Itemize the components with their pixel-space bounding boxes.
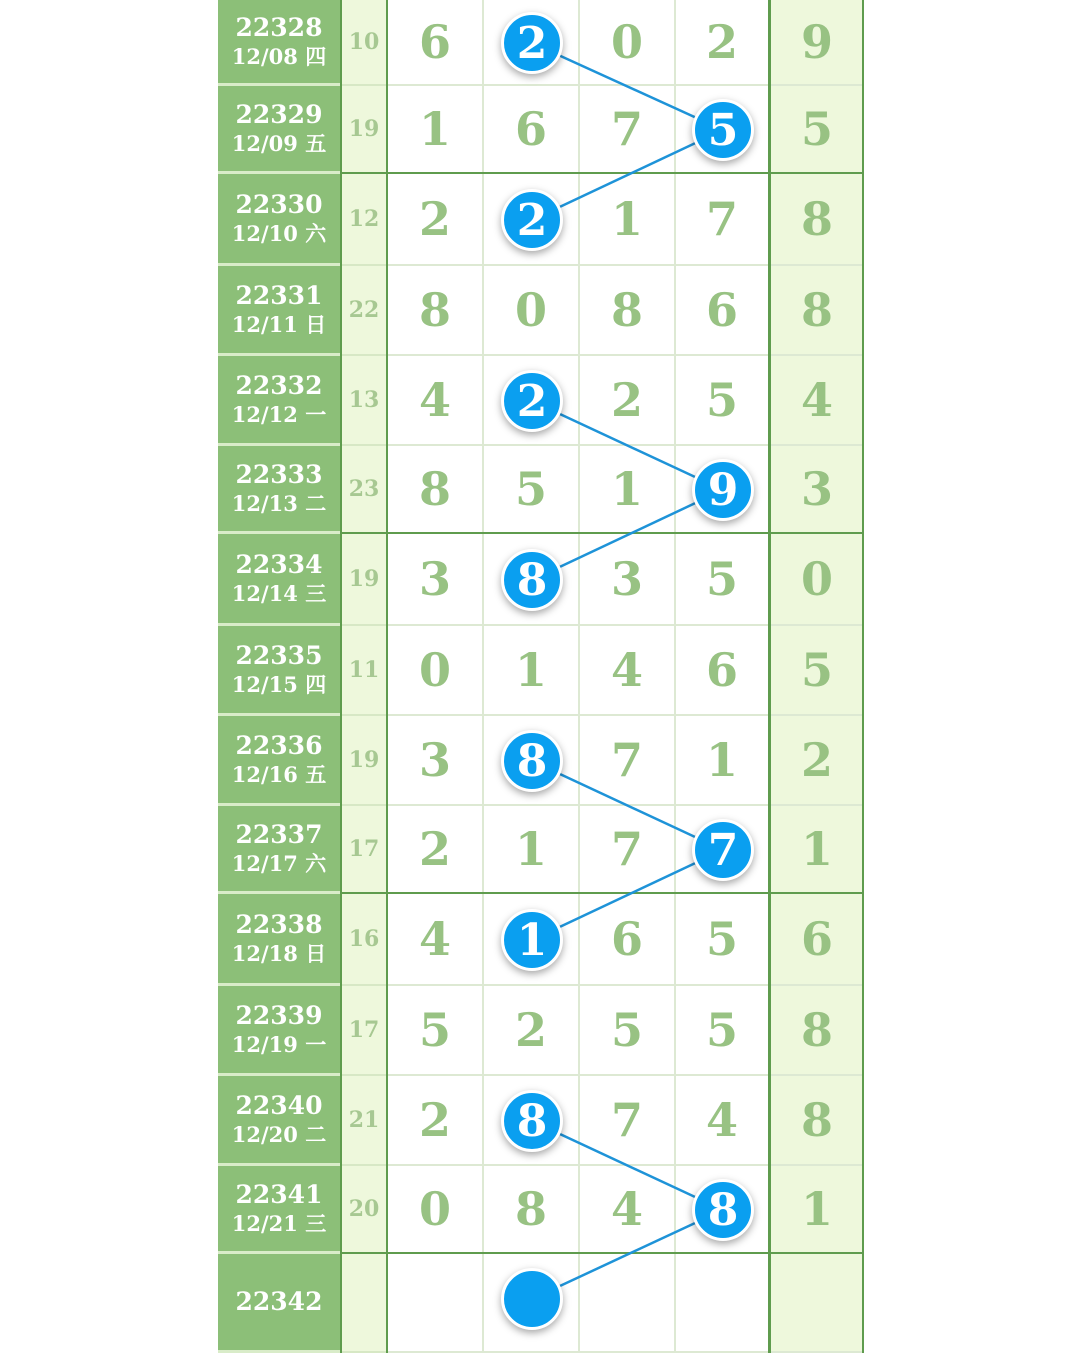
issue-number: 22337 — [235, 819, 323, 849]
digit-cell: 7 — [580, 716, 676, 806]
digit-cell: 2 — [388, 1076, 484, 1166]
trend-chart — [218, 0, 864, 1353]
digit-cell: 1 — [484, 806, 580, 894]
issue-date: 12/21 三 — [231, 1210, 327, 1236]
digit-cell: 0 — [580, 0, 676, 86]
highlight-ball: 1 — [501, 909, 563, 971]
issue-number: 22338 — [235, 909, 323, 939]
digit-cell: 2 — [388, 174, 484, 266]
issue-date: 12/08 四 — [231, 43, 327, 69]
digit-cell: 5 — [770, 626, 864, 716]
digit-cell: 0 — [770, 534, 864, 626]
digit-cell: 1 — [580, 446, 676, 534]
digit-cell: 8 — [770, 986, 864, 1076]
digit-cell: 1 — [770, 806, 864, 894]
issue-date: 12/10 六 — [231, 220, 327, 246]
digit-cell: 6 — [676, 626, 770, 716]
digit-cell: 1 — [580, 174, 676, 266]
highlight-ball: 7 — [692, 819, 754, 881]
highlight-ball: 8 — [501, 730, 563, 792]
digit-cell: 6 — [580, 894, 676, 986]
sum-value: 21 — [342, 1076, 386, 1166]
digit-cell: 2 — [676, 0, 770, 86]
digit-cell: 4 — [580, 1166, 676, 1254]
digit-cell: 5 — [770, 86, 864, 174]
digit-cell: 3 — [388, 716, 484, 806]
digit-cell: 5 — [388, 986, 484, 1076]
digit-cell: 4 — [770, 356, 864, 446]
digit-cell: 6 — [676, 266, 770, 356]
issue-number: 22334 — [235, 549, 323, 579]
sum-value: 20 — [342, 1166, 386, 1254]
issue-number: 22332 — [235, 370, 323, 400]
issue-date: 12/17 六 — [231, 850, 327, 876]
digit-cell: 5 — [676, 534, 770, 626]
digit-cell: 8 — [770, 1076, 864, 1166]
issue-number: 22336 — [235, 730, 323, 760]
digit-cell: 7 — [580, 86, 676, 174]
digit-cell: 5 — [676, 986, 770, 1076]
issue-number: 22342 — [235, 1287, 323, 1316]
digit-cell: 5 — [676, 894, 770, 986]
sum-value: 10 — [342, 0, 386, 86]
issue-date: 12/18 日 — [231, 940, 327, 966]
sum-value: 16 — [342, 894, 386, 986]
digit-cell: 6 — [484, 86, 580, 174]
sum-value: 17 — [342, 986, 386, 1076]
digit-cell: 2 — [484, 986, 580, 1076]
highlight-ball: 2 — [501, 189, 563, 251]
digit-cell: 5 — [676, 356, 770, 446]
digit-cell: 3 — [770, 446, 864, 534]
issue-number: 22341 — [235, 1179, 323, 1209]
sum-value: 22 — [342, 266, 386, 356]
digit-cell: 1 — [484, 626, 580, 716]
digit-cell: 8 — [770, 174, 864, 266]
digit-cell: 2 — [388, 806, 484, 894]
highlight-ball: 2 — [501, 12, 563, 74]
digit-cell: 4 — [388, 356, 484, 446]
digit-cell: 7 — [580, 806, 676, 894]
sum-value: 23 — [342, 446, 386, 534]
highlight-ball: 9 — [692, 459, 754, 521]
highlight-ball: 8 — [501, 549, 563, 611]
digit-cell: 4 — [580, 626, 676, 716]
sum-value: 13 — [342, 356, 386, 446]
issue-number: 22339 — [235, 1000, 323, 1030]
issue-date: 12/11 日 — [231, 311, 327, 337]
issue-number: 22328 — [235, 12, 323, 42]
digit-cell: 0 — [388, 1166, 484, 1254]
digit-cell: 0 — [484, 266, 580, 356]
digit-cell: 6 — [388, 0, 484, 86]
issue-date: 12/20 二 — [231, 1121, 327, 1147]
digit-cell: 5 — [484, 446, 580, 534]
issue-number: 22335 — [235, 640, 323, 670]
issue-date: 12/16 五 — [231, 761, 327, 787]
issue-date: 12/15 四 — [231, 671, 327, 697]
issue-date: 12/09 五 — [231, 130, 327, 156]
digit-cell: 8 — [388, 266, 484, 356]
sum-value: 12 — [342, 174, 386, 266]
digit-cell: 0 — [388, 626, 484, 716]
sum-value: 19 — [342, 534, 386, 626]
digit-cell: 7 — [676, 174, 770, 266]
digit-cell: 4 — [676, 1076, 770, 1166]
sum-value: 19 — [342, 86, 386, 174]
highlight-ball: 2 — [501, 370, 563, 432]
digit-cell: 3 — [388, 534, 484, 626]
highlight-ball: 5 — [692, 99, 754, 161]
digit-cell: 8 — [770, 266, 864, 356]
issue-date: 12/12 一 — [231, 401, 327, 427]
sum-value: 11 — [342, 626, 386, 716]
digit-cell: 2 — [580, 356, 676, 446]
digit-cell: 8 — [580, 266, 676, 356]
issue-date: 12/14 三 — [231, 580, 327, 606]
digit-cell: 9 — [770, 0, 864, 86]
sum-value: 19 — [342, 716, 386, 806]
issue-number: 22330 — [235, 189, 323, 219]
digit-cell: 8 — [484, 1166, 580, 1254]
highlight-ball — [501, 1268, 563, 1330]
digit-cell: 3 — [580, 534, 676, 626]
digit-cell: 7 — [580, 1076, 676, 1166]
digit-cell: 4 — [388, 894, 484, 986]
digit-cell: 1 — [770, 1166, 864, 1254]
digit-cell: 6 — [770, 894, 864, 986]
issue-number: 22340 — [235, 1090, 323, 1120]
digit-cell: 8 — [388, 446, 484, 534]
highlight-ball: 8 — [501, 1090, 563, 1152]
issue-number: 22333 — [235, 459, 323, 489]
highlight-ball: 8 — [692, 1179, 754, 1241]
sum-value: 17 — [342, 806, 386, 894]
digit-cell: 1 — [388, 86, 484, 174]
issue-number: 22331 — [235, 280, 323, 310]
digit-cell: 2 — [770, 716, 864, 806]
issue-date: 12/19 一 — [231, 1031, 327, 1057]
digit-cell: 1 — [676, 716, 770, 806]
issue-date: 12/13 二 — [231, 490, 327, 516]
digit-cell: 5 — [580, 986, 676, 1076]
issue-number: 22329 — [235, 99, 323, 129]
